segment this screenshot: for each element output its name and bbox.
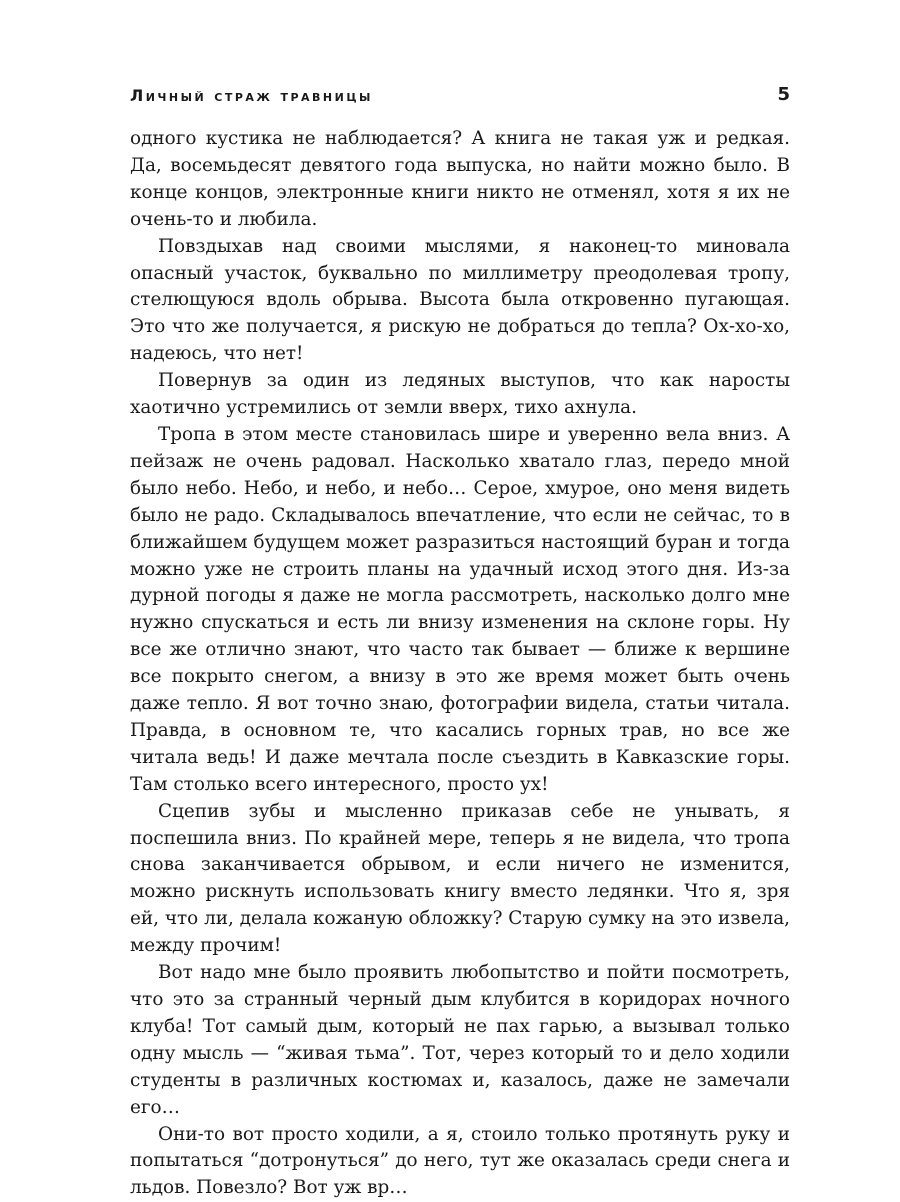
- running-head: [130, 80, 790, 116]
- paragraph-6: Вот надо мне было проявить любопытство и пойти посмотреть, что это за странный черный дым клубится в коридорах ночного клуба! Тот самый дым, который не пах гарью, а вызывал только одну мысль — “живая тьма”. Тот, через который то и дело ходили студенты в различных костюмах и, казалось, даже не замечали его…: [130, 962, 790, 1118]
- paragraph-2: Повздыхав над своими мыслями, я наконец-то миновала опасный участок, буквально по миллиметру преодолевая тропу, стелющуюся вдоль обрыва. Высота была откровенно пугающая. Это что же получается, я рискую не добраться до тепла? Ох-хо-хо, надеюсь, что нет!: [130, 235, 790, 365]
- paragraph-5: Сцепив зубы и мысленно приказав себе не унывать, я поспешила вниз. По крайней мере, теперь я не видела, что тропа снова заканчивается обрывом, и если ничего не изменится, можно рискнуть использовать книгу вместо ледянки. Что я, зря ей, что ли, делала кожаную обложку? Старую сумку на это извела, между прочим!: [130, 800, 791, 957]
- body-text: [130, 126, 790, 1202]
- page-number: 5: [777, 84, 790, 105]
- paragraph-4: Тропа в этом месте становилась шире и уверенно вела вниз. А пейзаж не очень радовал. Насколько хватало глаз, передо мной было небо. Небо, и небо, и небо… Серое, хмурое, оно меня видеть было не радо. Складывалось впечатление, что если не сейчас, то в ближайшем будущем может разразиться настоящий буран и тогда можно уже не строить планы на удачный исход этого дня. Из-за дурной погоды я даже не могла рассмотреть, насколько долго мне нужно спускаться и есть ли внизу изменения на склоне горы. Ну все же отлично знают, что часто так бывает — ближе к вершине все покрыто снегом, а внизу в это же время может быть очень даже тепло. Я вот точно знаю, фотографии видела, статьи читала. Правда, в основном те, что касались горных трав, но все же читала ведь! И даже мечтала после съездить в Кавказские горы. Там столько всего интересного, просто ух!: [130, 423, 790, 795]
- book-page: [130, 80, 790, 1202]
- paragraph-7: Они-то вот просто ходили, а я, стоило только протянуть руку и попытаться “дотронуться” до него, тут же оказалась среди снега и льдов. Повезло? Вот уж вр…: [130, 1123, 790, 1199]
- paragraph-3: Повернув за один из ледяных выступов, что как наросты хаотично устремились от земли вверх, тихо ахнула.: [130, 370, 790, 419]
- book-title: Личный страж травницы: [130, 86, 373, 105]
- paragraph-1: одного кустика не наблюдается? А книга не такая уж и редкая. Да, восемьдесят девятого года выпуска, но найти можно было. В конце концов, электронные книги никто не отменял, хотя я их не очень-то и любила.: [130, 128, 790, 230]
